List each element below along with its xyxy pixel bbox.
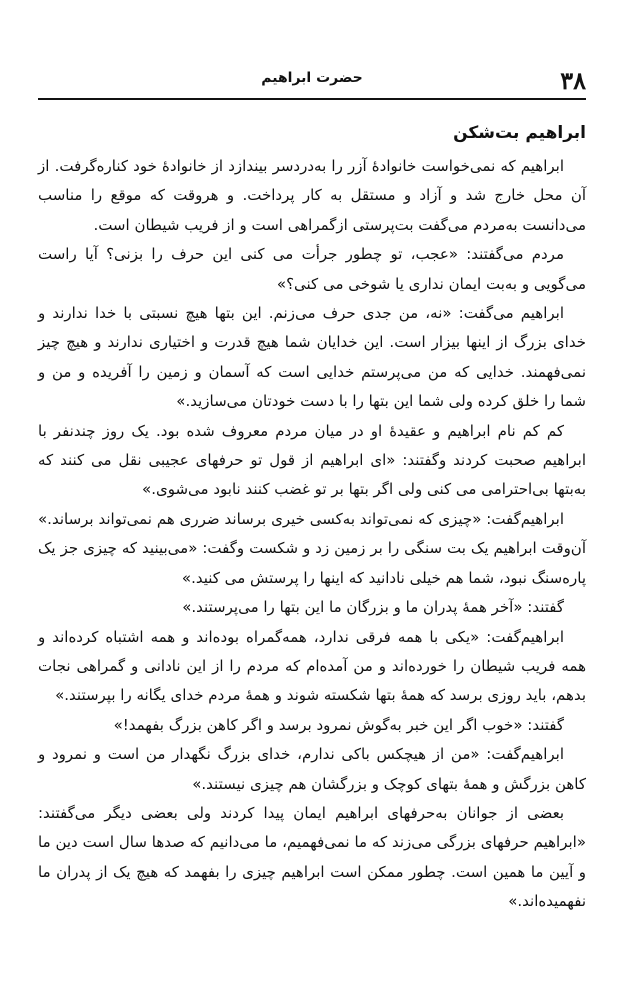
paragraph: ابراهیم‌گفت: «یکی با همه فرقی ندارد، همه‌گمراه بوده‌اند و همه اشتباه کرده‌اند و همه فریب شیطان را خورده‌اند و من آمده‌ام که مردم را از این نادانی و گمراهی نجات بدهم، باید روزی برسد که همهٔ بتها شکسته شوند و همهٔ مردم خدای یگانه را بپرستند.» xyxy=(38,627,586,705)
paragraph: ابراهیم می‌گفت: «نه، من جدی حرف می‌زنم. این بتها هیچ نسبتی با خدا ندارند و خدای بزرگ از اینها بیزار است. این خدایان شما هیچ قدرت و اختیاری ندارند و هیچ چیز نمی‌فهمند. خدایی که من می‌پرستم خدایی است که آسمان و زمین را آفریده و من و شما را خلق کرده ولی شما این بتها را با دست خودتان می‌سازید.» xyxy=(38,304,586,411)
running-title: حضرت ابراهیم xyxy=(261,70,363,86)
page-number: ۳۸ xyxy=(560,66,586,95)
section-title: ابراهیم بت‌شکن xyxy=(453,123,586,143)
paragraph: گفتند: «خوب اگر این خبر به‌گوش نمرود برسد و اگر کاهن بزرگ بفهمد!» xyxy=(113,715,564,734)
page-header xyxy=(38,60,586,100)
paragraph: ابراهیم که نمی‌خواست خانوادهٔ آزر را به‌دردسر بیندازد از خانوادهٔ خود کناره‌گرفت. از آن محل خارج شد و آزاد و مستقل به کار پرداخت. و هروقت که موقع را مناسب می‌دانست به‌مردم می‌گفت بت‌پرستی ازگمراهی است و از فریب شیطان است. xyxy=(38,157,586,234)
paragraph: بعضی از جوانان به‌حرفهای ابراهیم ایمان پیدا کردند ولی بعضی دیگر می‌گفتند: «ابراهیم حرفهای بزرگی می‌زند که ما نمی‌فهمیم، ما می‌دانیم که صدها سال است دین ما و آیین ما همین است. چطور ممکن است ابراهیم چیزی را بفهمد که هیچ یک از پدران ما نفهمیده‌اند.» xyxy=(38,803,586,911)
paragraph: گفتند: «آخر همهٔ پدران ما و بزرگان ما این بتها را می‌پرستند.» xyxy=(182,598,564,617)
paragraph: کم کم نام ابراهیم و عقیدهٔ او در میان مردم معروف شده بود. یک روز چندنفر با ابراهیم صحبت کردند وگفتند: «ای ابراهیم از قول تو حرفهای عجیبی نقل می کنند که به‌بتها بی‌احترامی می کنی ولی اگر بتها بر تو غضب کنند نابود می‌شوی.» xyxy=(38,421,586,499)
paragraph: ابراهیم‌گفت: «من از هیچکس باکی ندارم، خدای بزرگ نگهدار من است و نمرود و کاهن بزرگش و همهٔ بتهای کوچک و بزرگشان هم چیزی نیستند.» xyxy=(38,745,586,793)
page-body xyxy=(38,118,586,917)
paragraph: ابراهیم‌گفت: «چیزی که نمی‌تواند به‌کسی خیری برساند ضرری هم نمی‌تواند برساند.» آن‌وقت ابراهیم یک بت سنگی را بر زمین زد و شکست وگفت: «می‌بینید که چیزی جز یک پاره‌سنگ نبود، شما هم خیلی نادانید که اینها را پرستش می کنید.» xyxy=(38,509,586,587)
paragraph: مردم می‌گفتند: «عجب، تو چطور جرأت می کنی این حرف را بزنی؟ آیا راست می‌گویی و به‌بت ایمان نداری یا شوخی می کنی؟» xyxy=(38,245,586,293)
